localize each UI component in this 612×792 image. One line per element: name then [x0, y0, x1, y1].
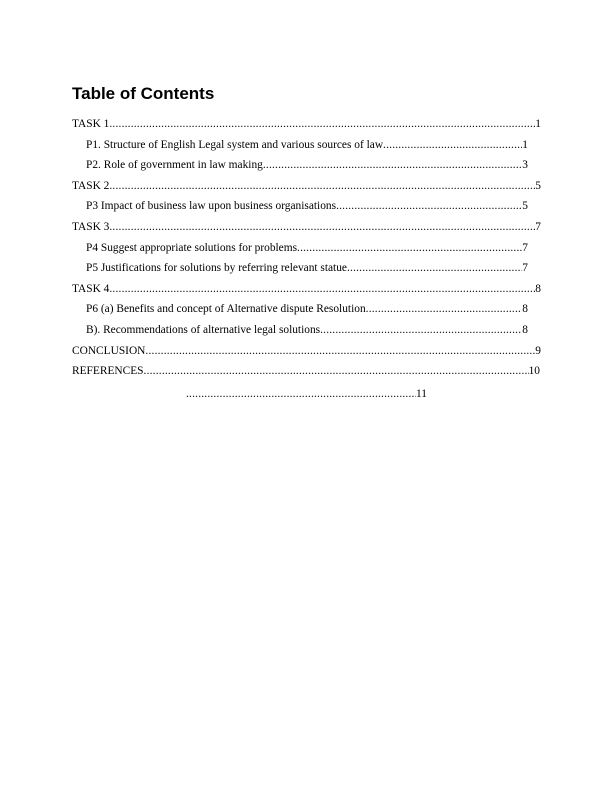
toc-entry-label: TASK 2	[72, 179, 110, 192]
toc-entry-label: TASK 4	[72, 282, 110, 295]
toc-entry-p6b[interactable]	[86, 322, 528, 338]
dot-leader	[297, 240, 522, 256]
dot-leader	[186, 386, 416, 402]
toc-page-number: 7	[522, 241, 528, 254]
dot-leader	[336, 198, 522, 214]
toc-entry-task-2[interactable]	[72, 178, 541, 194]
toc-entry-task-1[interactable]	[72, 116, 541, 132]
toc-page-number: 5	[522, 200, 528, 213]
toc-entry-task-3[interactable]	[72, 219, 541, 235]
dot-leader	[320, 322, 522, 338]
toc-page-number: 7	[522, 262, 528, 275]
dot-leader	[109, 116, 535, 132]
toc-entry-p3[interactable]	[86, 198, 528, 214]
toc-entry-references[interactable]	[72, 363, 540, 379]
toc-page-number: 1	[522, 138, 528, 151]
toc-entry-p5[interactable]	[86, 260, 528, 276]
dot-leader	[109, 178, 535, 194]
toc-entry-conclusion[interactable]	[72, 343, 541, 359]
dot-leader	[366, 301, 523, 317]
dot-leader	[109, 219, 535, 235]
toc-page-number: 11	[416, 388, 427, 400]
toc-entry-p1[interactable]	[86, 137, 528, 153]
toc-entry-label: REFERENCES	[72, 365, 144, 378]
dot-leader	[145, 343, 535, 359]
toc-entry-label: TASK 1	[72, 118, 110, 130]
toc-page-number: 8	[535, 282, 541, 295]
toc-page-number: 10	[528, 365, 540, 378]
toc-entry-label: P3 Impact of business law upon business organisations	[86, 200, 337, 213]
dot-leader	[263, 157, 522, 173]
dot-leader	[109, 281, 535, 297]
dot-leader	[383, 137, 522, 153]
toc-page-number: 5	[535, 179, 541, 192]
toc-entry-p6a[interactable]	[86, 301, 528, 317]
toc-entry-label: CONCLUSION	[72, 344, 146, 357]
toc-entry-label: B). Recommendations of alternative legal solutions	[86, 324, 321, 336]
toc-heading: Table of Contents	[72, 84, 215, 103]
toc-entry-label: P5 Justifications for solutions by referring relevant statue	[86, 262, 347, 275]
toc-page-number: 3	[522, 159, 528, 172]
toc-entry-unlabeled[interactable]	[186, 386, 427, 402]
toc-page-number: 8	[522, 324, 528, 336]
toc-entry-label: P6 (a) Benefits and concept of Alternative dispute Resolution	[86, 303, 366, 316]
toc-entry-task-4[interactable]	[72, 281, 541, 297]
toc-entry-p2[interactable]	[86, 157, 528, 173]
toc-entry-label: P2. Role of government in law making	[86, 159, 263, 172]
toc-entry-label: P4 Suggest appropriate solutions for problems	[86, 241, 298, 254]
toc-entry-label: TASK 3	[72, 221, 110, 233]
dot-leader	[144, 363, 529, 379]
dot-leader	[347, 260, 522, 276]
toc-page-number: 8	[522, 303, 528, 316]
toc-entry-label: P1. Structure of English Legal system and various sources of law	[86, 138, 384, 151]
toc-entry-p4[interactable]	[86, 240, 528, 256]
toc-page-number: 9	[535, 344, 541, 357]
toc-page-number: 1	[535, 118, 541, 130]
toc-page-number: 7	[535, 221, 541, 233]
